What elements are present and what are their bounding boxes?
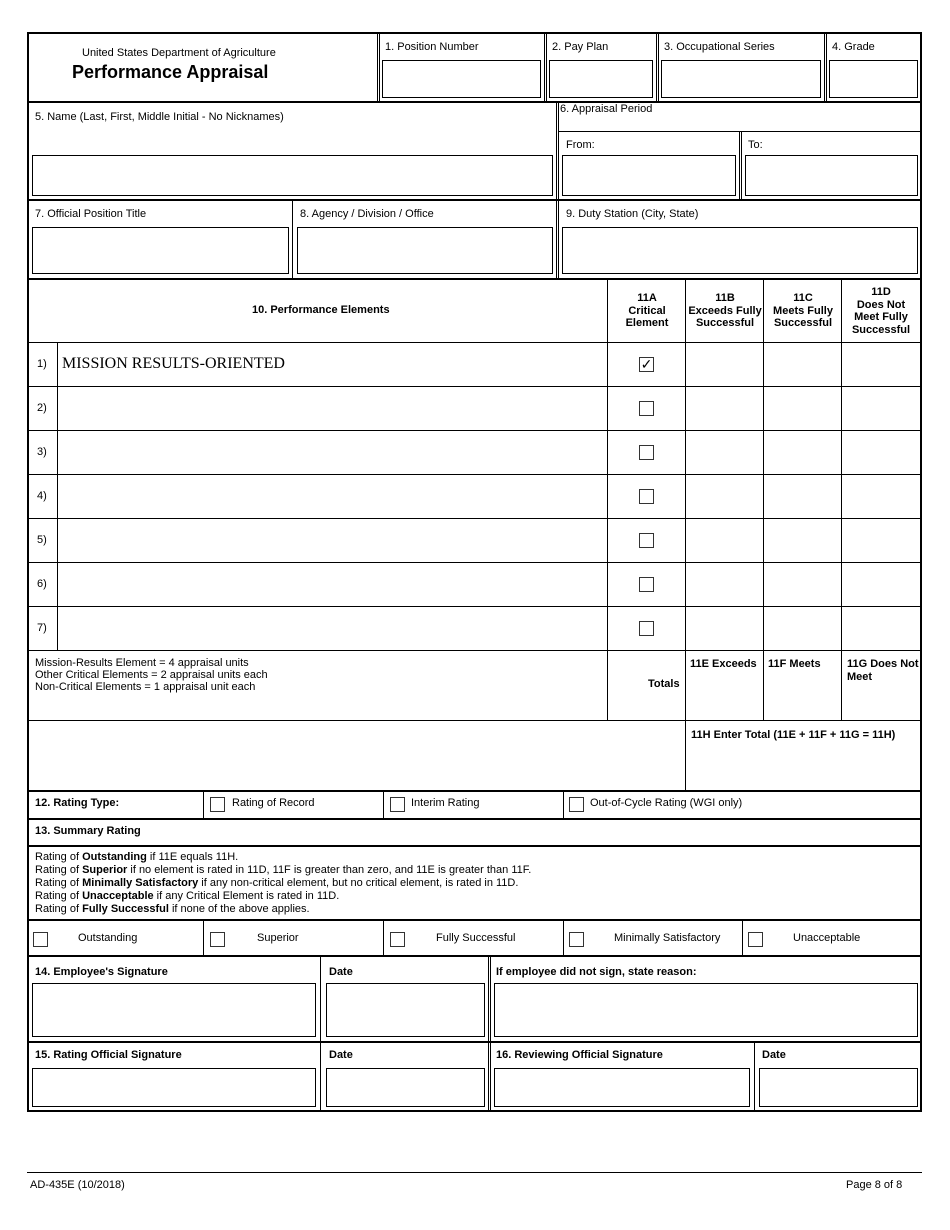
critical-element-checkbox[interactable] (639, 577, 654, 592)
occupational-series-label: 3. Occupational Series (664, 41, 775, 53)
rating-official-date-label: Date (329, 1049, 353, 1061)
col-11d-header: 11D Does Not Meet Fully Successful (851, 286, 911, 336)
employee-signature-field[interactable] (32, 983, 316, 1037)
agency-field[interactable] (297, 227, 553, 274)
form-id: AD-435E (10/2018) (30, 1179, 125, 1191)
grade-label: 4. Grade (832, 41, 875, 53)
critical-element-checkbox[interactable] (639, 401, 654, 416)
reviewing-official-date-label: Date (762, 1049, 786, 1061)
totals-label: Totals (648, 678, 680, 690)
employee-signature-label: 14. Employee's Signature (35, 966, 168, 978)
unacceptable-label: Unacceptable (793, 932, 861, 944)
critical-element-checkbox[interactable] (639, 445, 654, 460)
critical-element-checkbox[interactable]: ✓ (640, 356, 653, 372)
performance-elements-header: 10. Performance Elements (252, 304, 390, 316)
critical-element-checkbox[interactable] (639, 621, 654, 636)
fully-successful-checkbox[interactable] (390, 932, 405, 947)
unacceptable-checkbox[interactable] (748, 932, 763, 947)
rule-fully-successful: Rating of Fully Successful if none of the above applies. (35, 903, 310, 915)
rating-of-record-label: Rating of Record (232, 797, 315, 809)
period-from-field[interactable] (562, 155, 736, 196)
rule-minimally-satisfactory: Rating of Minimally Satisfactory if any non-critical element, but no critical element, is rated in 11D. (35, 877, 519, 889)
rating-official-signature-label: 15. Rating Official Signature (35, 1049, 182, 1061)
from-label: From: (566, 139, 595, 151)
employee-date-label: Date (329, 966, 353, 978)
col-11c-header: 11C Meets Fully Successful (773, 292, 833, 329)
position-number-label: 1. Position Number (385, 41, 479, 53)
occupational-series-field[interactable] (661, 60, 821, 98)
employee-date-field[interactable] (326, 983, 485, 1037)
element-name[interactable]: MISSION RESULTS-ORIENTED (62, 355, 285, 372)
position-number-field[interactable] (382, 60, 541, 98)
outstanding-label: Outstanding (78, 932, 138, 944)
pay-plan-label: 2. Pay Plan (552, 41, 609, 53)
reviewing-official-signature-field[interactable] (494, 1068, 750, 1107)
col-11e-header[interactable]: 11E Exceeds (690, 658, 757, 670)
no-sign-reason-label: If employee did not sign, state reason: (496, 966, 697, 978)
critical-element-checkbox[interactable] (639, 533, 654, 548)
minimally-satisfactory-checkbox[interactable] (569, 932, 584, 947)
units-note-mission: Mission-Results Element = 4 appraisal units (35, 657, 249, 669)
reviewing-official-date-field[interactable] (759, 1068, 918, 1107)
form-title: Performance Appraisal (72, 62, 269, 82)
row-number: 3) (37, 446, 47, 458)
period-to-field[interactable] (745, 155, 918, 196)
name-field[interactable] (32, 155, 553, 196)
row-number: 2) (37, 402, 47, 414)
fully-successful-label: Fully Successful (436, 932, 516, 944)
name-label: 5. Name (Last, First, Middle Initial - No Nicknames) (35, 111, 284, 123)
outstanding-checkbox[interactable] (33, 932, 48, 947)
row-number: 5) (37, 534, 47, 546)
rating-official-signature-field[interactable] (32, 1068, 316, 1107)
col-11h-total[interactable]: 11H Enter Total (11E + 11F + 11G = 11H) (691, 729, 896, 741)
page-number: Page 8 of 8 (846, 1179, 903, 1191)
units-note-critical: Other Critical Elements = 2 appraisal units each (35, 669, 268, 681)
agency-label: 8. Agency / Division / Office (300, 208, 434, 220)
rating-of-record-checkbox[interactable] (210, 797, 225, 812)
col-11a-header: 11A Critical Element (625, 292, 669, 329)
out-of-cycle-label: Out-of-Cycle Rating (WGI only) (590, 797, 743, 809)
units-note-noncritical: Non-Critical Elements = 1 appraisal unit each (35, 681, 256, 693)
rule-unacceptable: Rating of Unacceptable if any Critical Element is rated in 11D. (35, 890, 340, 902)
appraisal-period-label: 6. Appraisal Period (560, 103, 653, 115)
rating-official-date-field[interactable] (326, 1068, 485, 1107)
grade-field[interactable] (829, 60, 918, 98)
critical-element-checkbox[interactable] (639, 489, 654, 504)
row-number: 4) (37, 490, 47, 502)
out-of-cycle-checkbox[interactable] (569, 797, 584, 812)
superior-label: Superior (257, 932, 299, 944)
row-number: 1) (37, 358, 47, 370)
interim-rating-checkbox[interactable] (390, 797, 405, 812)
pay-plan-field[interactable] (549, 60, 653, 98)
rating-type-label: 12. Rating Type: (35, 797, 120, 809)
reviewing-official-signature-label: 16. Reviewing Official Signature (496, 1049, 663, 1061)
position-title-field[interactable] (32, 227, 289, 274)
rule-outstanding: Rating of Outstanding if 11E equals 11H. (35, 851, 239, 863)
duty-station-field[interactable] (562, 227, 918, 274)
to-label: To: (748, 139, 763, 151)
row-number: 6) (37, 578, 47, 590)
summary-rating-label: 13. Summary Rating (35, 825, 141, 837)
row-number: 7) (37, 622, 47, 634)
col-11f-header[interactable]: 11F Meets (768, 658, 821, 670)
col-11g-header[interactable]: 11G Does Not Meet (847, 658, 919, 683)
superior-checkbox[interactable] (210, 932, 225, 947)
duty-station-label: 9. Duty Station (City, State) (566, 208, 699, 220)
no-sign-reason-field[interactable] (494, 983, 918, 1037)
minimally-satisfactory-label: Minimally Satisfactory (614, 932, 721, 944)
rule-superior: Rating of Superior if no element is rated in 11D, 11F is greater than zero, and 11E is greater than 11F. (35, 864, 532, 876)
col-11b-header: 11B Exceeds Fully Successful (688, 292, 762, 329)
department-name: United States Department of Agriculture (82, 47, 276, 59)
interim-rating-label: Interim Rating (411, 797, 480, 809)
position-title-label: 7. Official Position Title (35, 208, 147, 220)
